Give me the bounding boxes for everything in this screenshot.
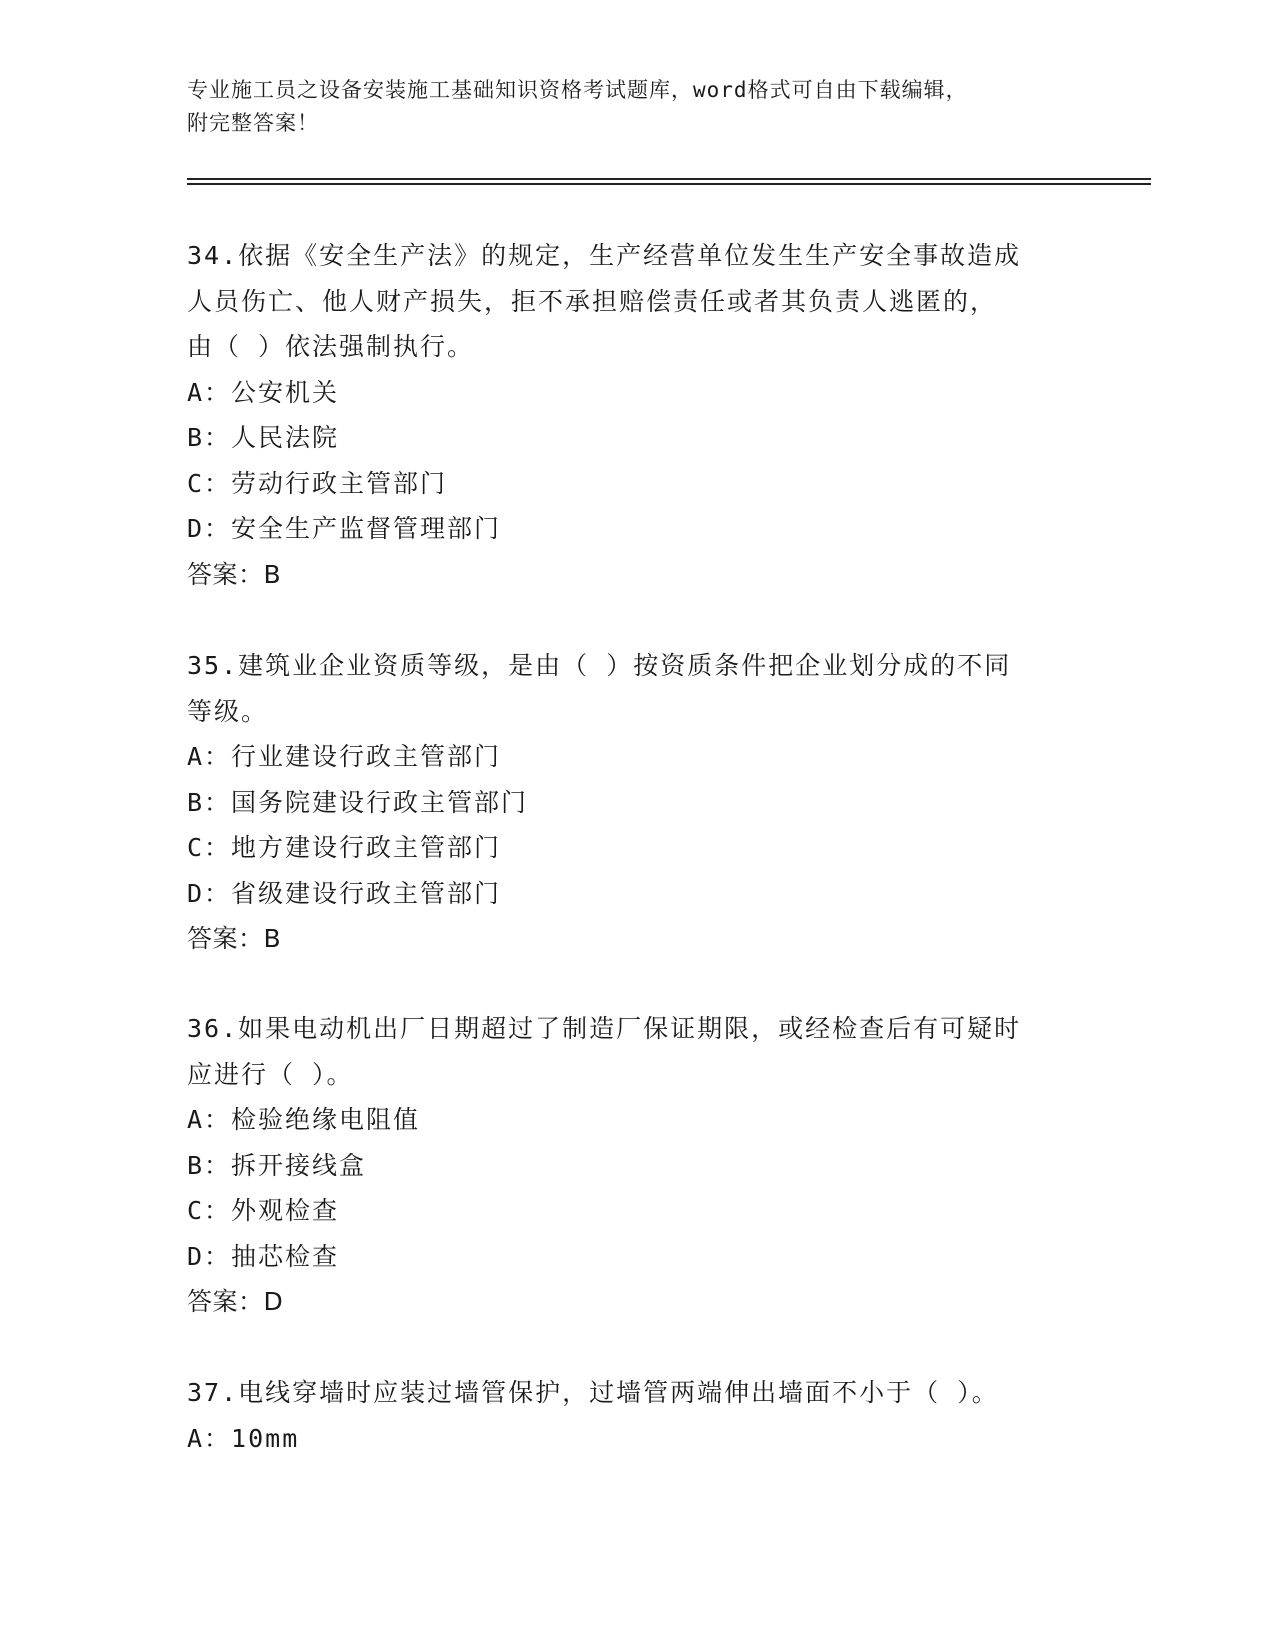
- option-d: D：抽芯检查: [187, 1241, 340, 1271]
- question-37: [187, 1370, 1087, 1461]
- answer-label: 答案：B: [187, 924, 282, 953]
- option-d: D：安全生产监督管理部门: [187, 514, 502, 543]
- option-b: B：拆开接线盒: [187, 1150, 367, 1180]
- option-a: A：行业建设行政主管部门: [187, 742, 502, 771]
- option-a: A：检验绝缘电阻值: [187, 1105, 421, 1134]
- question-35: [187, 643, 1087, 962]
- answer-label: 答案：B: [187, 559, 282, 589]
- option-b: B：国务院建设行政主管部门: [187, 787, 529, 817]
- question-stem-line: 35.建筑业企业资质等级，是由（ ）按资质条件把企业划分成的不同: [187, 651, 1012, 680]
- option-a: A：10mm: [187, 1423, 300, 1453]
- option-c: C：外观检查: [187, 1196, 340, 1225]
- header-divider-bottom: [187, 183, 1151, 185]
- question-34: [187, 233, 1087, 597]
- question-stem-line: 34.依据《安全生产法》的规定，生产经营单位发生生产安全事故造成: [187, 241, 1022, 270]
- question-stem-line: 应进行（ ）。: [187, 1059, 354, 1089]
- header-line-2: 附完整答案！: [187, 111, 319, 135]
- question-36: [187, 1006, 1087, 1325]
- question-stem-line: 人员伤亡、他人财产损失，拒不承担赔偿责任或者其负责人逃匿的，: [187, 286, 998, 316]
- question-stem-line: 等级。: [187, 696, 269, 726]
- option-b: B：人民法院: [187, 423, 340, 452]
- option-a: A：公安机关: [187, 377, 340, 407]
- question-stem-line: 由（ ）依法强制执行。: [187, 332, 475, 361]
- header-line-1: 专业施工员之设备安装施工基础知识资格考试题库，word格式可自由下载编辑，: [187, 78, 968, 102]
- option-c: C：劳动行政主管部门: [187, 468, 448, 498]
- header-divider-top: [187, 178, 1151, 180]
- option-d: D：省级建设行政主管部门: [187, 878, 502, 908]
- option-c: C：地方建设行政主管部门: [187, 833, 502, 862]
- question-stem-line: 36.如果电动机出厂日期超过了制造厂保证期限，或经检查后有可疑时: [187, 1014, 1022, 1043]
- document-header: [187, 74, 1067, 140]
- question-stem-line: 37.电线穿墙时应装过墙管保护，过墙管两端伸出墙面不小于（ ）。: [187, 1378, 999, 1407]
- answer-label: 答案：D: [187, 1287, 284, 1316]
